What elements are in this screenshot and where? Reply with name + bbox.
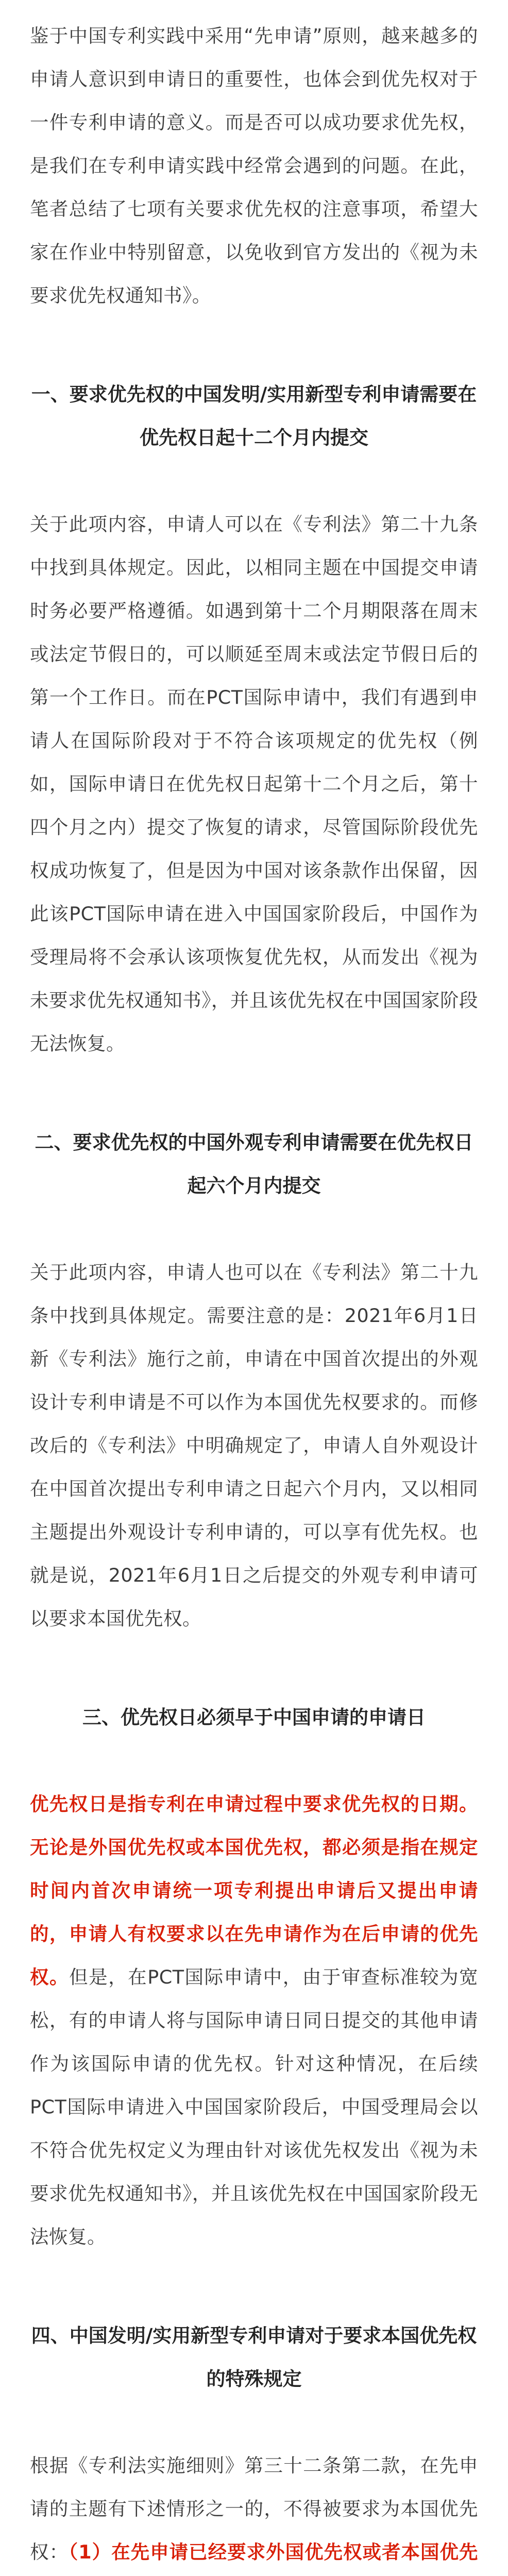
section-heading-4: 四、中国发明/实用新型专利申请对于要求本国优先权的特殊规定 — [31, 2325, 477, 2390]
section-2-paragraph: 关于此项内容，申请人也可以在《专利法》第二十九条中找到具体规定。需要注意的是：2021年6月1日新《专利法》施行之前，申请在中国首次提出的外观设计专利申请是不可以作为本国优先权要求的。而修改后的《专利法》中明确规定了，申请人自外观设计在中国首次提出专利申请之日起六个月内，又以相同主题提出外观设计专利申请的，可以享有优先权。也就是说，2021年6月1日之后提交的外观专利申请可以要求本国优先权。 — [30, 1261, 478, 1630]
section-3-paragraph — [30, 1783, 478, 2259]
plain-text: 根据《专利法实施细则》第三十二条第二款，在先申请的主题有下述情形之一的，不得被要求为本国优先权： — [30, 2454, 478, 2563]
plain-text: 但是，在PCT国际申请中，由于审查标准较为宽松，有的申请人将与国际申请日同日提交的其他申请作为该国际申请的优先权。针对这种情况，在后续PCT国际申请进入中国国家阶段后，中国受理局会以不符合优先权定义为理由针对该优先权发出《视为未要求优先权通知书》，并且该优先权在中国国家阶段无法恢复。 — [30, 1966, 479, 2248]
highlighted-text: （1）在先申请已经要求外国优先权或者本国优先 — [69, 2541, 479, 2563]
section-1-paragraph: 关于此项内容，申请人可以在《专利法》第二十九条中找到具体规定。因此，以相同主题在中国提交申请时务必要严格遵循。如遇到第十二个月期限落在周末或法定节假日的，可以顺延至周末或法定节假日后的第一个工作日。而在PCT国际申请中，我们有遇到申请人在国际阶段对于不符合该项规定的优先权（例如，国际申请日在优先权日起第十二个月之后，第十四个月之内）提交了恢复的请求，尽管国际阶段优先权成功恢复了，但是因为中国对该条款作出保留，因此该PCT国际申请在进入中国国家阶段后，中国作为受理局将不会承认该项恢复优先权，从而发出《视为未要求优先权通知书》，并且该优先权在中国国家阶段无法恢复。 — [30, 513, 478, 1055]
section-heading-2: 二、要求优先权的中国外观专利申请需要在优先权日起六个月内提交 — [35, 1131, 473, 1197]
highlighted-text: 优先权日是指专利在申请过程中要求优先权的日期。无论是外国优先权或本国优先权，都必须是指在规定时间内首次申请统一项专利提出申请后又提出申请的，申请人有权要求以在先申请作为在后申请的优先权。 — [30, 1793, 478, 1988]
section-heading-1: 一、要求优先权的中国发明/实用新型专利申请需要在优先权日起十二个月内提交 — [31, 383, 477, 449]
section-4-paragraph — [30, 2444, 478, 2576]
intro-paragraph: 鉴于中国专利实践中采用“先申请”原则，越来越多的申请人意识到申请日的重要性，也体会到优先权对于一件专利申请的意义。而是否可以成功要求优先权，是我们在专利申请实践中经常会遇到的问题。在此，笔者总结了七项有关要求优先权的注意事项，希望大家在作业中特别留意，以免收到官方发出的《视为未要求优先权通知书》。 — [30, 25, 478, 307]
section-heading-3: 三、优先权日必须早于中国申请的申请日 — [82, 1706, 426, 1728]
